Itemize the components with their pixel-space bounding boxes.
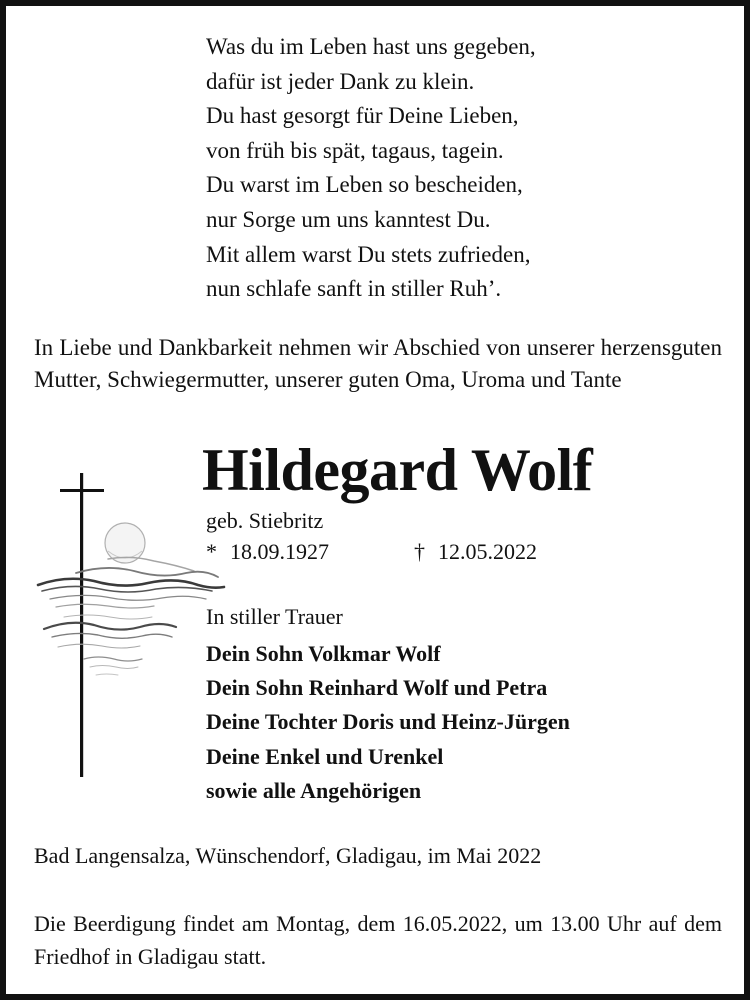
death-date: 12.05.2022	[438, 539, 537, 564]
death-date-group	[414, 537, 537, 567]
poem-line: Du warst im Leben so bescheiden,	[206, 172, 523, 198]
landscape-illustration	[38, 557, 224, 675]
mourners-list	[206, 637, 570, 808]
memorial-artwork	[36, 461, 226, 791]
mourning-label: In stiller Trauer	[206, 604, 343, 629]
death-dagger-icon: †	[414, 539, 425, 564]
mourner-item: Dein Sohn Volkmar Wolf	[206, 641, 441, 666]
poem-line: Du hast gesorgt für Deine Lieben,	[206, 103, 519, 129]
mourner-item: Deine Enkel und Urenkel	[206, 743, 444, 769]
birth-date: 18.09.1927	[230, 539, 329, 564]
poem-line: Was du im Leben hast uns gegeben,	[206, 34, 536, 59]
place-and-date: Bad Langensalza, Wünschendorf, Gladigau, im Mai 2022	[34, 843, 542, 868]
birth-star-icon: *	[206, 539, 217, 564]
poem-line: Mit allem warst Du stets zufrieden,	[206, 241, 531, 267]
mourner-item: Deine Tochter Doris und Heinz-Jürgen	[206, 709, 570, 735]
birth-date-group	[206, 537, 329, 567]
poem-line: dafür ist jeder Dank zu klein.	[206, 68, 475, 94]
maiden-name: geb. Stiebritz	[206, 508, 324, 533]
poem-line: von früh bis spät, tagaus, tagein.	[206, 137, 504, 163]
memorial-poem	[206, 30, 726, 307]
poem-line: nun schlafe sanft in stiller Ruh’.	[206, 276, 502, 302]
mourner-item: sowie alle Angehörigen	[206, 777, 422, 803]
mourner-item: Dein Sohn Reinhard Wolf und Petra	[206, 675, 548, 701]
deceased-name: Hildegard Wolf	[202, 437, 593, 503]
farewell-intro: In Liebe und Dankbarkeit nehmen wir Abschied von unserer herzensguten Mutter, Schwiegermutter, unserer guten Oma, Uroma und Tante	[34, 335, 722, 392]
funeral-info: Die Beerdigung findet am Montag, dem 16.05.2022, um 13.00 Uhr auf dem Friedhof in Gladigau statt.	[34, 911, 722, 969]
poem-line: nur Sorge um uns kanntest Du.	[206, 206, 491, 232]
